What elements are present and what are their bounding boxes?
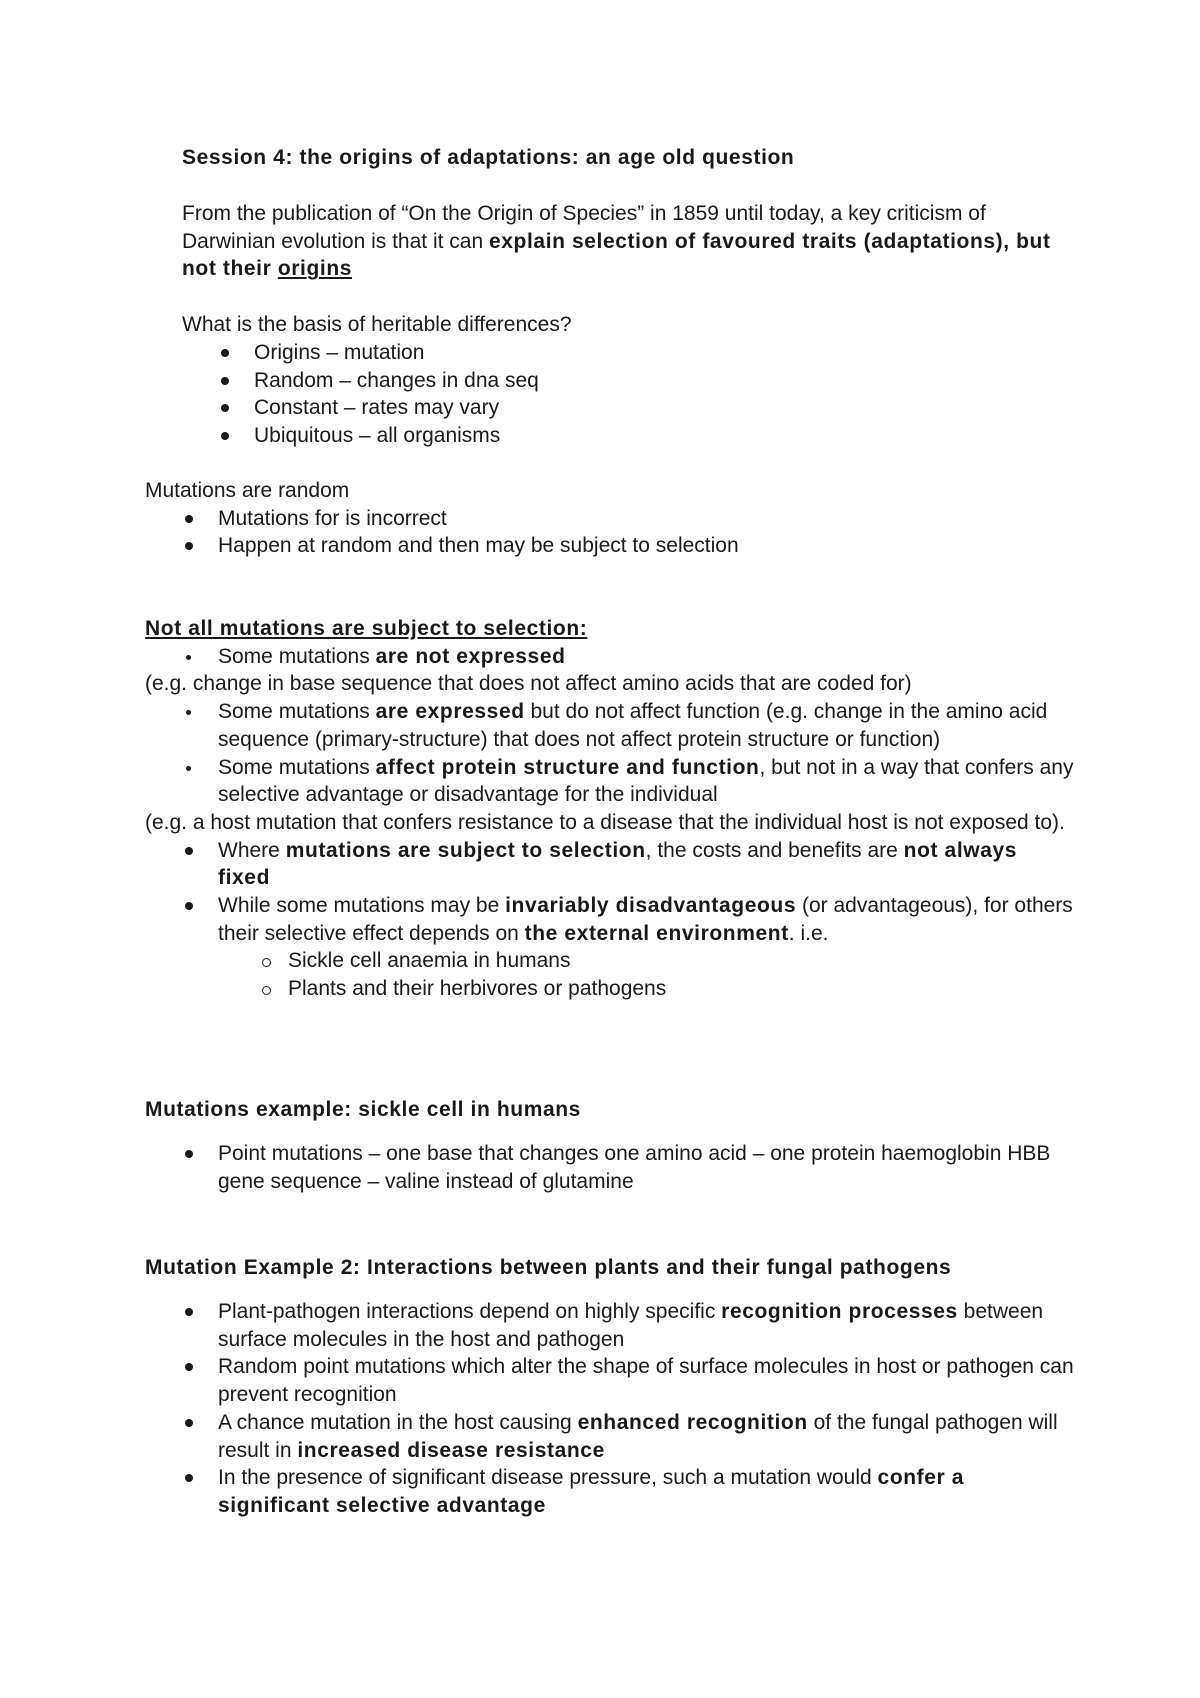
list-item: Plants and their herbivores or pathogens <box>288 977 667 1001</box>
example2-heading: Mutation Example 2: Interactions between plants and their fungal pathogens <box>145 1256 952 1279</box>
list-item: Origins – mutation <box>254 341 425 364</box>
list-item: In the presence of significant disease pressure, such a mutation would confer a significant selective advantage <box>218 1466 965 1517</box>
basis-question: What is the basis of heritable differences? <box>182 313 572 336</box>
basis-list <box>217 339 1147 450</box>
list-item: Some mutations are expressed but do not affect function (e.g. change in the amino acid sequence (primary-structure) that does not affect protein structure or function) <box>218 700 1048 751</box>
note-text: (e.g. a host mutation that confers resistance to a disease that the individual host is not exposed to). <box>145 810 1065 834</box>
list-item: A chance mutation in the host causing enhanced recognition of the fungal pathogen will result in increased disease resistance <box>218 1410 1058 1462</box>
list-item: Random point mutations which alter the shape of surface molecules in host or pathogen can prevent recognition <box>218 1355 1074 1407</box>
note-text: (e.g. change in base sequence that does not affect amino acids that are coded for) <box>145 672 912 696</box>
list-item: Plant-pathogen interactions depend on highly specific recognition processes between surface molecules in the host and pathogen <box>218 1300 1044 1351</box>
example2-list <box>145 1298 1075 1520</box>
list-item: Sickle cell anaemia in humans <box>288 949 571 973</box>
random-section <box>145 477 1075 560</box>
list-item: Ubiquitous – all organisms <box>254 424 501 448</box>
list-item: While some mutations may be invariably disadvantageous (or advantageous), for others their selective effect depends on the external environment. i.e. <box>218 894 1073 945</box>
list-item: Happen at random and then may be subject to selection <box>218 534 739 558</box>
list-item: Where mutations are subject to selection, the costs and benefits are not always fixed <box>218 838 1018 890</box>
example1-heading: Mutations example: sickle cell in humans <box>145 1098 581 1121</box>
example1-list <box>145 1140 1075 1195</box>
session-title: Session 4: the origins of adaptations: an age old question <box>182 146 795 169</box>
list-item: Point mutations – one base that changes one amino acid – one protein haemoglobin HBB gene sequence – valine instead of glutamine <box>218 1142 1051 1193</box>
not-all-section <box>145 615 1075 1003</box>
list-item: Random – changes in dna seq <box>254 368 539 392</box>
list-item: Some mutations affect protein structure and function, but not in a way that confers any selective advantage or disadvantage for the individual <box>218 755 1074 807</box>
random-heading: Mutations are random <box>145 479 350 502</box>
intro-paragraph: From the publication of “On the Origin of Species” in 1859 until today, a key criticism of Darwinian evolution is that it can explain selection of favoured traits (adaptations), but not their origins <box>182 202 1051 281</box>
list-item: Constant – rates may vary <box>254 396 500 420</box>
list-item: Some mutations are not expressed <box>218 644 566 668</box>
not-all-heading: Not all mutations are subject to selection: <box>145 617 588 640</box>
list-item: Mutations for is incorrect <box>218 506 447 530</box>
